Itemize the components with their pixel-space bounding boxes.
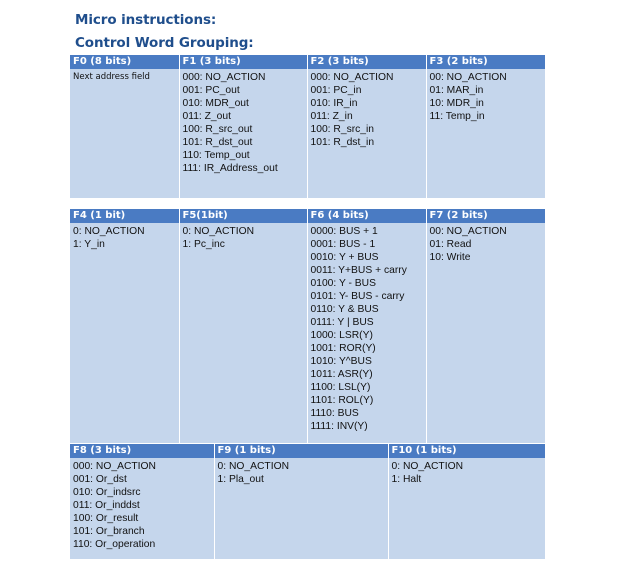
field-option: 1: Y_in xyxy=(73,239,105,250)
field-option: 1110: BUS xyxy=(310,408,359,419)
cell-f5 xyxy=(179,223,307,443)
header-f1: F1 (3 bits) xyxy=(179,55,307,69)
field-option: 0011: Y+BUS + carry xyxy=(310,265,407,276)
field-option: 110: Temp_out xyxy=(182,150,250,161)
field-option: 0: NO_ACTION xyxy=(217,461,290,472)
header-f6: F6 (4 bits) xyxy=(307,209,426,223)
header-f9: F9 (1 bits) xyxy=(214,444,388,458)
field-option: 0: NO_ACTION xyxy=(391,461,464,472)
field-option: 1100: LSL(Y) xyxy=(310,382,371,393)
field-option: 0000: BUS + 1 xyxy=(310,226,378,237)
control-word-group-3-table xyxy=(70,444,545,559)
field-option: 01: Read xyxy=(429,239,472,250)
field-option: 0111: Y | BUS xyxy=(310,317,374,328)
cell-f2 xyxy=(307,69,426,198)
field-option: 0010: Y + BUS xyxy=(310,252,379,263)
header-f10: F10 (1 bits) xyxy=(388,444,545,458)
field-option: 101: R_dst_out xyxy=(182,137,253,148)
field-option: 011: Or_inddst xyxy=(73,500,140,511)
header-f2: F2 (3 bits) xyxy=(307,55,426,69)
cell-f7 xyxy=(426,223,545,443)
header-f4: F4 (1 bit) xyxy=(70,209,179,223)
header-f5: F5(1bit) xyxy=(179,209,307,223)
control-word-group-1-table xyxy=(70,55,545,198)
field-option: 0100: Y - BUS xyxy=(310,278,376,289)
field-option: 11: Temp_in xyxy=(429,111,485,122)
field-option: 100: Or_result xyxy=(73,513,139,524)
control-word-grouping-heading: Control Word Grouping: xyxy=(75,35,254,51)
field-option: 010: Or_indsrc xyxy=(73,487,141,498)
cell-f8 xyxy=(70,458,214,559)
field-option: 01: MAR_in xyxy=(429,85,484,96)
field-option: 000: NO_ACTION xyxy=(182,72,266,83)
field-option: 1101: ROL(Y) xyxy=(310,395,374,406)
field-option: 101: R_dst_in xyxy=(310,137,375,148)
cell-f4 xyxy=(70,223,179,443)
control-word-group-2-table xyxy=(70,209,545,443)
cell-f0 xyxy=(70,69,179,198)
field-option: 1000: LSR(Y) xyxy=(310,330,373,341)
field-option: 011: Z_out xyxy=(182,111,231,122)
field-option: 0101: Y- BUS - carry xyxy=(310,291,405,302)
cell-f9 xyxy=(214,458,388,559)
field-option: 100: R_src_out xyxy=(182,124,253,135)
cell-f6 xyxy=(307,223,426,443)
field-option: 000: NO_ACTION xyxy=(73,461,156,472)
field-option: 00: NO_ACTION xyxy=(429,226,507,237)
field-option: 100: R_src_in xyxy=(310,124,375,135)
field-option: 10: MDR_in xyxy=(429,98,484,109)
header-f8: F8 (3 bits) xyxy=(70,444,214,458)
field-option: 1111: INV(Y) xyxy=(310,421,368,432)
field-option: 001: Or_dst xyxy=(73,474,127,485)
cell-f10 xyxy=(388,458,545,559)
field-option: 10: Write xyxy=(429,252,471,263)
field-option: 0110: Y & BUS xyxy=(310,304,379,315)
field-option: 010: IR_in xyxy=(310,98,358,109)
field-option: 1011: ASR(Y) xyxy=(310,369,373,380)
field-option: 010: MDR_out xyxy=(182,98,249,109)
field-option: 0: NO_ACTION xyxy=(73,226,145,237)
cell-f1 xyxy=(179,69,307,198)
field-option: 0001: BUS - 1 xyxy=(310,239,376,250)
header-f7: F7 (2 bits) xyxy=(426,209,545,223)
field-option: 111: IR_Address_out xyxy=(182,163,278,174)
field-option: 1010: Y^BUS xyxy=(310,356,372,367)
field-option: 0: NO_ACTION xyxy=(182,226,255,237)
field-option: 001: PC_in xyxy=(310,85,362,96)
field-option: 110: Or_operation xyxy=(73,539,156,550)
field-option: 000: NO_ACTION xyxy=(310,72,394,83)
header-f3: F3 (2 bits) xyxy=(426,55,545,69)
field-option: 011: Z_in xyxy=(310,111,353,122)
field-option: 101: Or_branch xyxy=(73,526,145,537)
field-option: 00: NO_ACTION xyxy=(429,72,507,83)
cell-f3 xyxy=(426,69,545,198)
field-option: 1001: ROR(Y) xyxy=(310,343,376,354)
field-option: 1: Halt xyxy=(391,474,422,485)
field-option: 1: Pla_out xyxy=(217,474,264,485)
field-option: 1: Pc_inc xyxy=(182,239,225,250)
field-option: Next address field xyxy=(73,72,150,82)
header-f0: F0 (8 bits) xyxy=(70,55,179,69)
field-option: 001: PC_out xyxy=(182,85,240,96)
micro-instructions-heading: Micro instructions: xyxy=(75,12,217,28)
